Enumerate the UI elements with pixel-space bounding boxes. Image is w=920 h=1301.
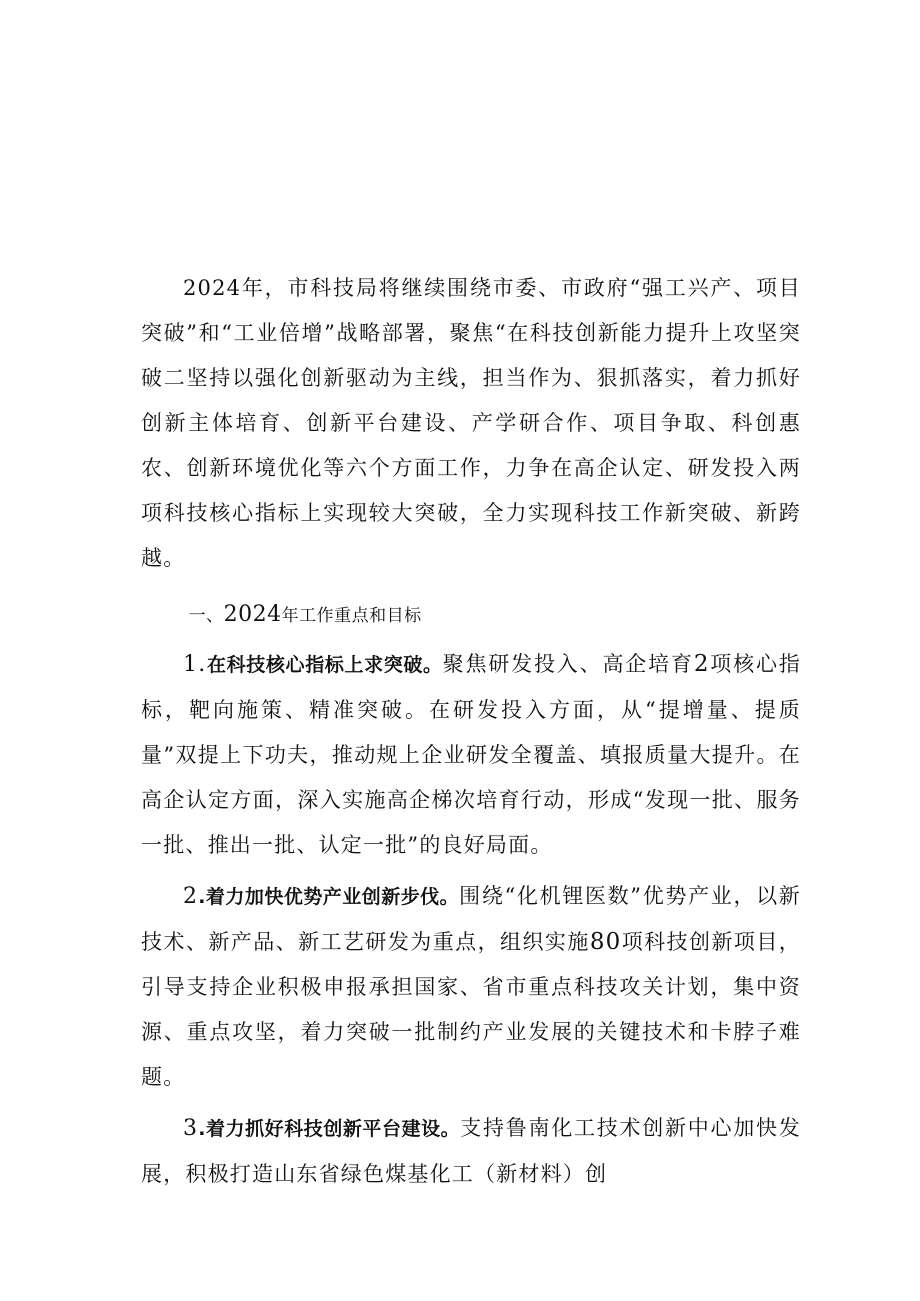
section-heading-year: 2024 xyxy=(223,602,282,627)
item-number: 1. xyxy=(183,652,207,677)
section-heading xyxy=(141,595,801,636)
item-lead: .着力加快优势产业创新步伐。 xyxy=(198,886,460,908)
document-body xyxy=(141,266,801,1203)
item-paragraph-1 xyxy=(141,642,801,868)
item-paragraph-2 xyxy=(141,874,801,1100)
section-heading-suffix: 年工作重点和目标 xyxy=(281,606,422,626)
item-body-b: 项核心指标，靶向施策、精准突破。在研发投入方面，从“提增量、提质量”双提上下功夫，推动规上企业研发全覆盖、填报质量大提升。在高企认定方面，深入实施高企梯次培育行动，形成“发现一批、服务一批、推出一批、认定一批”的良好局面。 xyxy=(141,652,801,857)
item-figure: 2 xyxy=(693,651,710,677)
item-body-b: 项科技创新项目，引导支持企业积极申报承担国家、省市重点科技攻关计划，集中资源、重点攻坚，着力突破一批制约产业发展的关键技术和卡脖子难题。 xyxy=(141,930,802,1089)
item-number: 3 xyxy=(183,1116,199,1141)
item-number: 2 xyxy=(183,884,199,909)
item-lead: .着力抓好科技创新平台建设。 xyxy=(198,1118,461,1140)
item-body-a: 聚焦研发投入、高企培育 xyxy=(442,652,694,676)
intro-paragraph: 2024年，市科技局将继续围绕市委、市政府“强工兴产、项目突破”和“工业倍增”战略部署，聚焦“在科技创新能力提升上攻坚突破二坚持以强化创新驱动为主线，担当作为、狠抓落实，着力抓好创新主体培育、创新平台建设、产学研合作、项目争取、科创惠农、创新环境优化等六个方面工作，力争在高企认定、研发投入两项科技核心指标上实现较大突破，全力实现科技工作新突破、新跨越。 xyxy=(141,276,801,570)
item-lead: 在科技核心指标上求突破。 xyxy=(206,654,443,676)
item-body-a: 围绕“化机锂医数”优势产业，以新技术、新产品、新工艺研发为重点，组织实施 xyxy=(141,884,802,954)
item-paragraph-3 xyxy=(141,1106,801,1197)
item-body-a: 支持鲁南化工技术创新中心加快发展，积极打造山东省绿色煤基化工（新材料）创 xyxy=(141,1116,802,1186)
section-heading-prefix: 一、 xyxy=(188,606,224,626)
item-figure: 80 xyxy=(589,929,622,955)
